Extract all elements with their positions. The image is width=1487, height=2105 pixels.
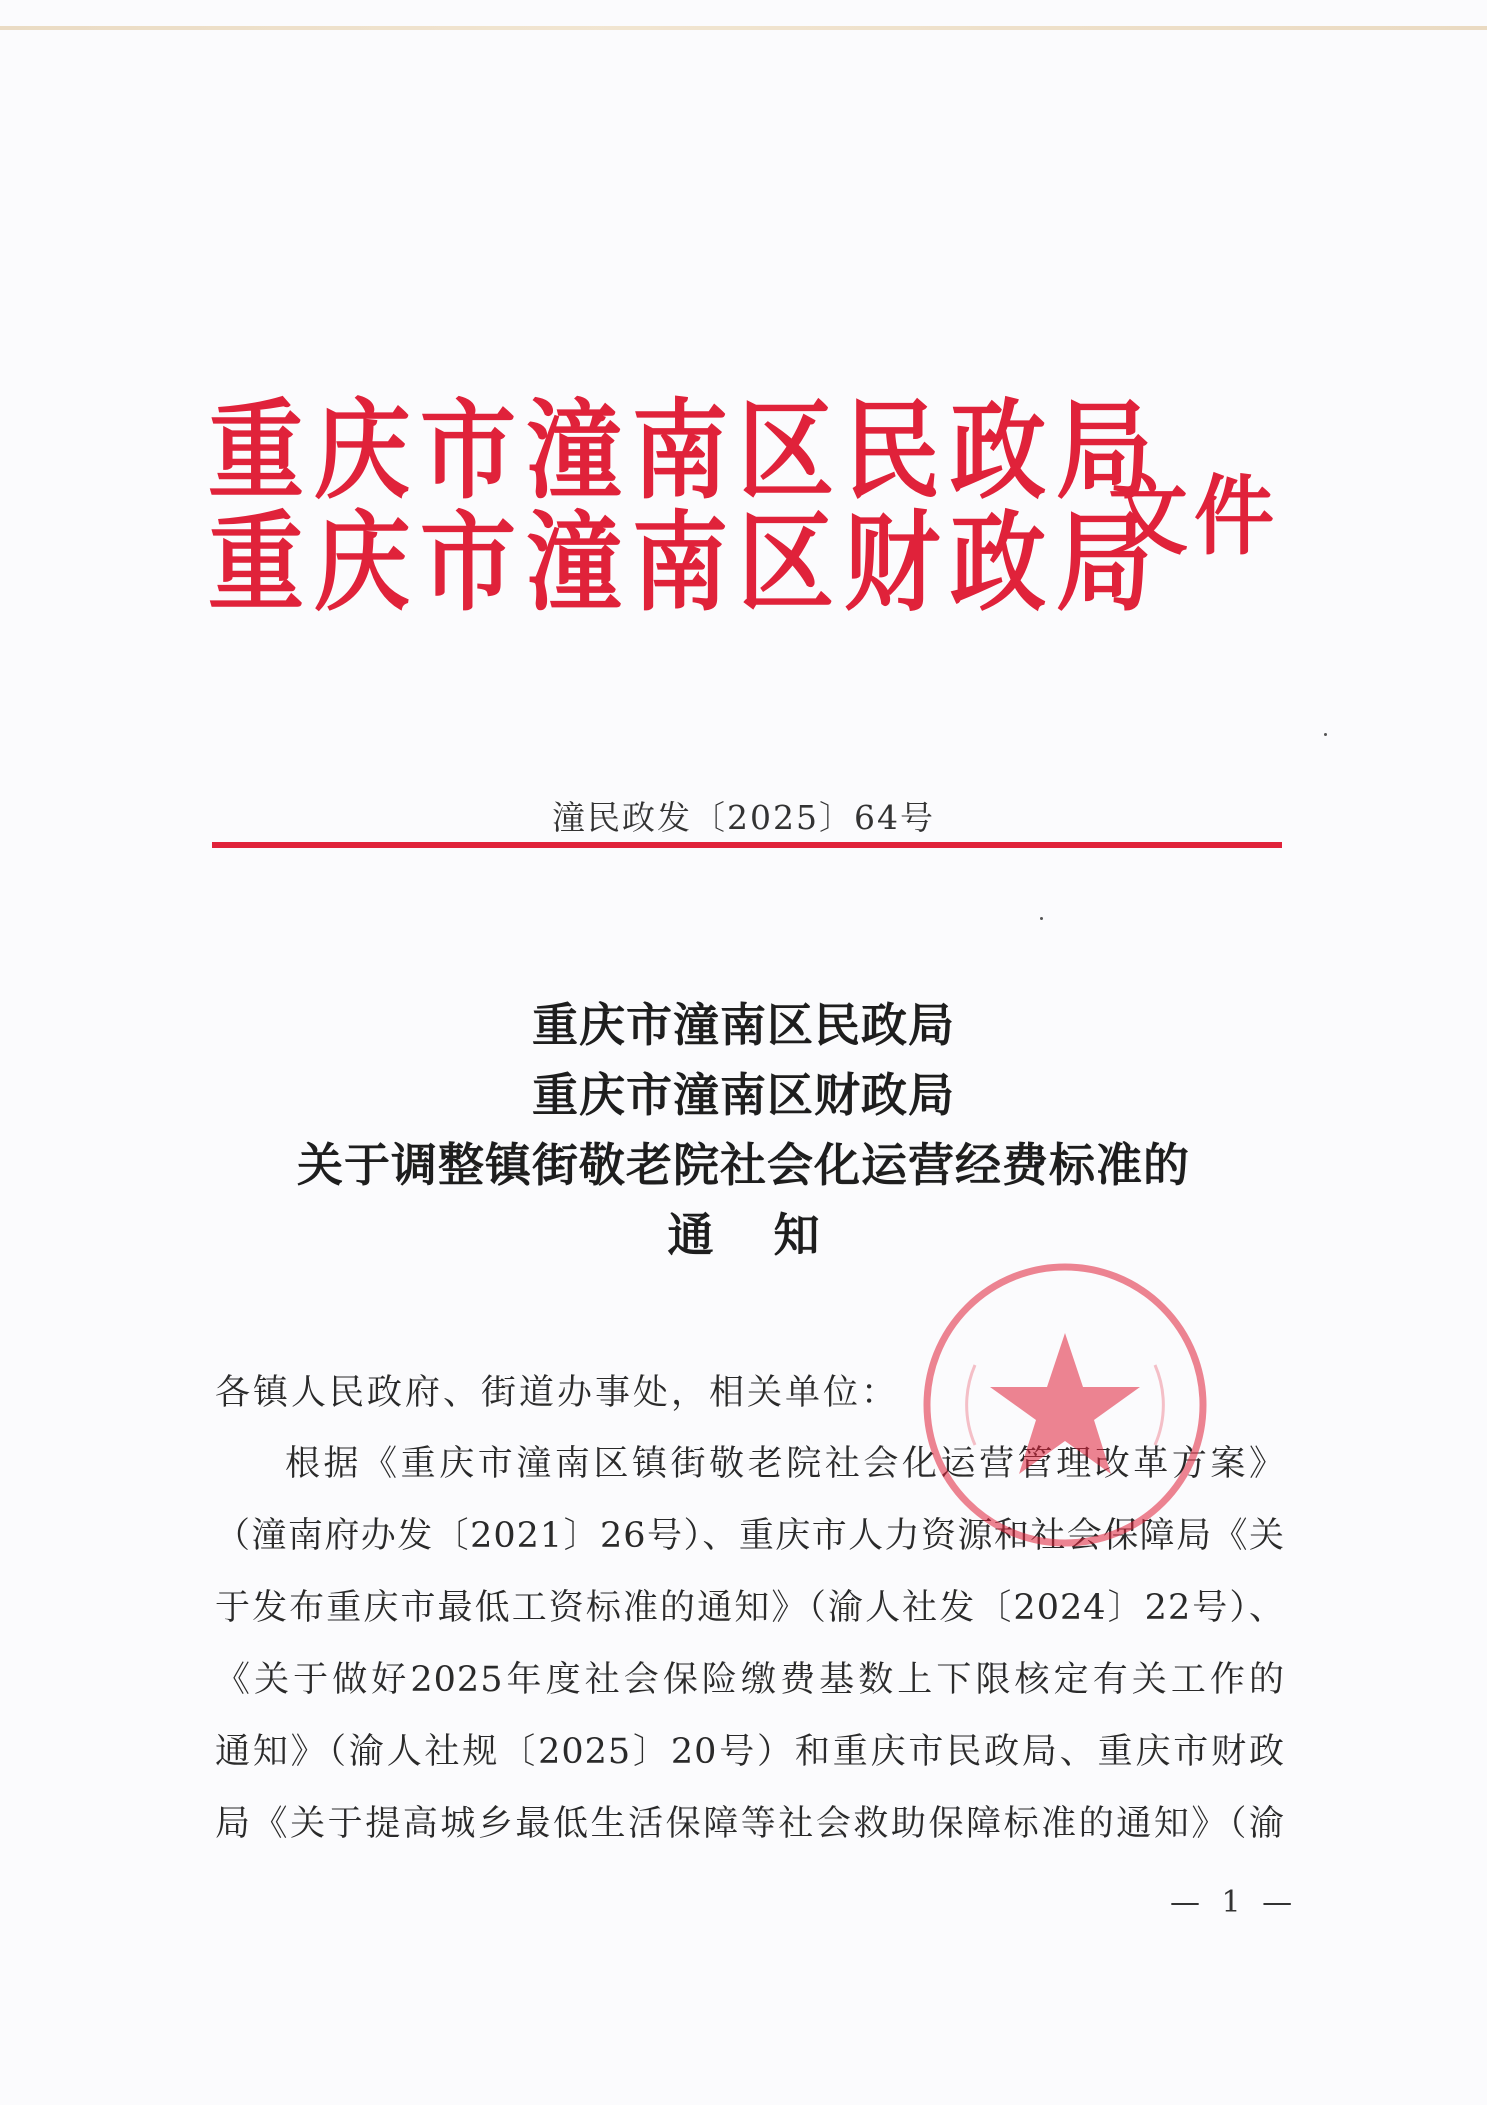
red-separator-rule — [212, 842, 1282, 848]
title-line-4: 通知 — [667, 1208, 880, 1262]
scan-edge — [0, 26, 1487, 30]
paragraph-line: （潼南府办发〔2021〕26号）、重庆市人力资源和社会保障局《关 — [215, 1516, 1285, 1556]
paragraph-line: 根据《重庆市潼南区镇街敬老院社会化运营管理改革方案》 — [285, 1444, 1285, 1484]
official-seal-icon — [915, 1255, 1215, 1555]
salutation: 各镇人民政府、街道办事处，相关单位： — [215, 1373, 900, 1413]
scan-speck — [1040, 917, 1043, 920]
red-masthead — [208, 387, 1308, 635]
page-number: — 1 — — [1170, 1885, 1299, 1920]
scan-speck — [1324, 733, 1327, 736]
title-line-1: 重庆市潼南区民政局 — [532, 998, 955, 1052]
masthead-suffix: 文件 — [1108, 464, 1280, 567]
document-title — [0, 990, 1487, 1270]
masthead-line-1: 重庆市潼南区民政局 — [208, 387, 1162, 514]
paragraph-line: 局《关于提高城乡最低生活保障等社会救助保障标准的通知》（渝 — [215, 1804, 1285, 1844]
title-line-2: 重庆市潼南区财政局 — [532, 1068, 955, 1122]
paragraph-line: 《关于做好2025年度社会保险缴费基数上下限核定有关工作的 — [215, 1660, 1285, 1700]
paragraph-line: 通知》（渝人社规〔2025〕20号）和重庆市民政局、重庆市财政 — [215, 1732, 1285, 1772]
title-line-3: 关于调整镇街敬老院社会化运营经费标准的 — [297, 1138, 1190, 1192]
paragraph-line: 于发布重庆市最低工资标准的通知》（渝人社发〔2024〕22号）、 — [215, 1588, 1285, 1628]
masthead-line-2: 重庆市潼南区财政局 — [208, 499, 1162, 626]
document-number: 潼民政发〔2025〕64号 — [552, 798, 935, 837]
